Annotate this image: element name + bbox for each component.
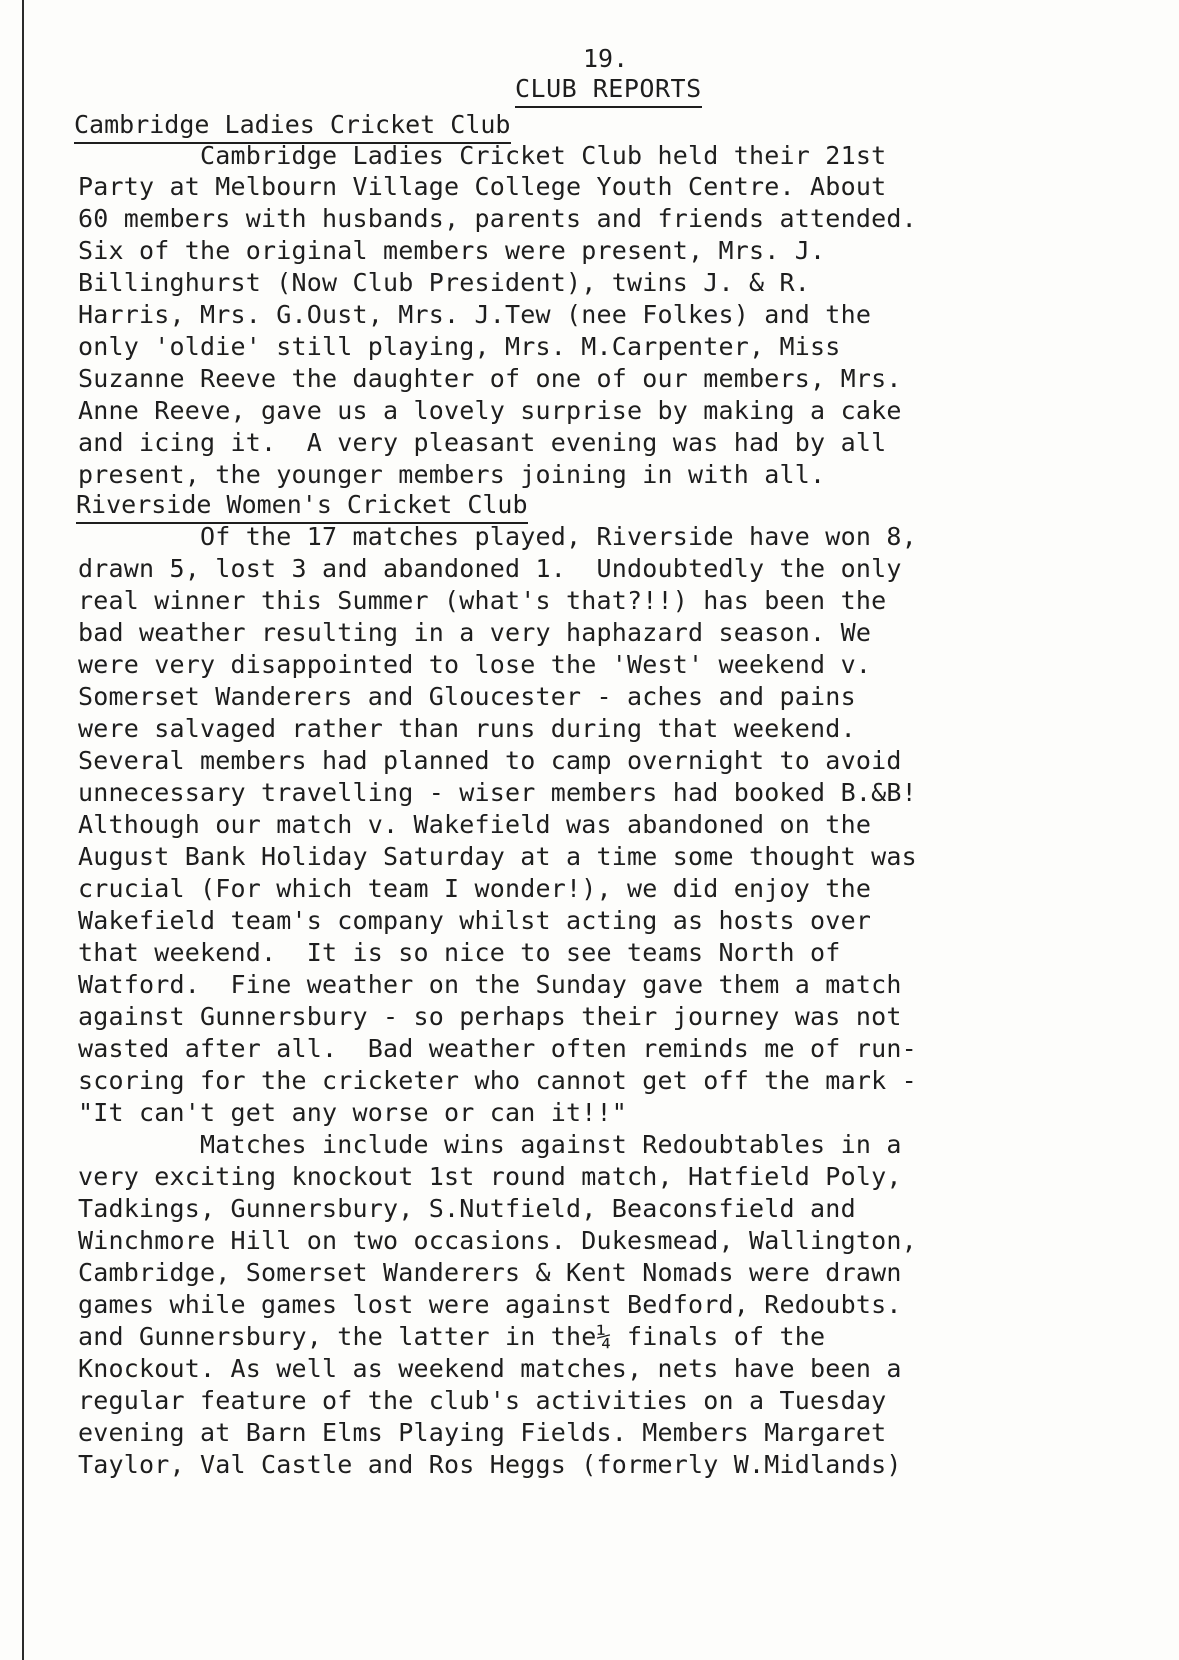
cambridge-text-line: Anne Reeve, gave us a lovely surprise by making a cake <box>78 396 902 425</box>
section-heading-cambridge: Cambridge Ladies Cricket Club <box>74 110 511 144</box>
riverside-text-line: that weekend. It is so nice to see teams North of <box>78 938 841 967</box>
cambridge-text-line: present, the younger members joining in with all. <box>78 460 826 489</box>
riverside-text-line: Winchmore Hill on two occasions. Dukesmead, Wallington, <box>78 1226 917 1255</box>
cambridge-text-line: Billinghurst (Now Club President), twins J. & R. <box>78 268 811 297</box>
section-heading-riverside: Riverside Women's Cricket Club <box>76 490 528 524</box>
riverside-text-line: games while games lost were against Bedford, Redoubts. <box>78 1290 902 1319</box>
cambridge-text-line: Harris, Mrs. G.Oust, Mrs. J.Tew (nee Folkes) and the <box>78 300 872 329</box>
riverside-text-line: Cambridge, Somerset Wanderers & Kent Nomads were drawn <box>78 1258 902 1287</box>
cambridge-text-line: Party at Melbourn Village College Youth Centre. About <box>78 172 887 201</box>
riverside-text-line: and Gunnersbury, the latter in the¼ finals of the <box>78 1322 826 1351</box>
riverside-text-line: "It can't get any worse or can it!!" <box>78 1098 628 1127</box>
riverside-text-line: unnecessary travelling - wiser members had booked B.&B! <box>78 778 917 807</box>
page-title: CLUB REPORTS <box>515 74 702 108</box>
riverside-text-line: very exciting knockout 1st round match, Hatfield Poly, <box>78 1162 902 1191</box>
riverside-text-line: Knockout. As well as weekend matches, nets have been a <box>78 1354 902 1383</box>
cambridge-text-line: Suzanne Reeve the daughter of one of our members, Mrs. <box>78 364 902 393</box>
riverside-text-line: bad weather resulting in a very haphazard season. We <box>78 618 872 647</box>
cambridge-text-line: only 'oldie' still playing, Mrs. M.Carpenter, Miss <box>78 332 841 361</box>
riverside-text-line: Matches include wins against Redoubtables in a <box>78 1130 902 1159</box>
riverside-text-line: against Gunnersbury - so perhaps their journey was not <box>78 1002 902 1031</box>
cambridge-text-line: 60 members with husbands, parents and friends attended. <box>78 204 917 233</box>
riverside-text-line: Somerset Wanderers and Gloucester - aches and pains <box>78 682 856 711</box>
page-margin-rule <box>22 0 24 1660</box>
riverside-text-line: Taylor, Val Castle and Ros Heggs (formerly W.Midlands) <box>78 1450 902 1479</box>
riverside-text-line: Several members had planned to camp overnight to avoid <box>78 746 902 775</box>
riverside-text-line: Watford. Fine weather on the Sunday gave them a match <box>78 970 902 999</box>
riverside-text-line: drawn 5, lost 3 and abandoned 1. Undoubtedly the only <box>78 554 902 583</box>
riverside-text-line: regular feature of the club's activities on a Tuesday <box>78 1386 887 1415</box>
riverside-text-line: were very disappointed to lose the 'West' weekend v. <box>78 650 872 679</box>
cambridge-text-line: Cambridge Ladies Cricket Club held their 21st <box>78 141 887 170</box>
riverside-text-line: wasted after all. Bad weather often reminds me of run- <box>78 1034 917 1063</box>
cambridge-text-line: and icing it. A very pleasant evening was had by all <box>78 428 887 457</box>
riverside-text-line: Tadkings, Gunnersbury, S.Nutfield, Beaconsfield and <box>78 1194 856 1223</box>
riverside-text-line: real winner this Summer (what's that?!!) has been the <box>78 586 887 615</box>
cambridge-text-line: Six of the original members were present, Mrs. J. <box>78 236 826 265</box>
riverside-text-line: crucial (For which team I wonder!), we did enjoy the <box>78 874 872 903</box>
riverside-text-line: Although our match v. Wakefield was abandoned on the <box>78 810 872 839</box>
riverside-text-line: August Bank Holiday Saturday at a time some thought was <box>78 842 917 871</box>
riverside-text-line: were salvaged rather than runs during that weekend. <box>78 714 856 743</box>
page-number: 19. <box>583 44 629 73</box>
riverside-text-line: Of the 17 matches played, Riverside have won 8, <box>78 522 917 551</box>
riverside-text-line: Wakefield team's company whilst acting as hosts over <box>78 906 872 935</box>
riverside-text-line: evening at Barn Elms Playing Fields. Members Margaret <box>78 1418 887 1447</box>
riverside-text-line: scoring for the cricketer who cannot get off the mark - <box>78 1066 917 1095</box>
